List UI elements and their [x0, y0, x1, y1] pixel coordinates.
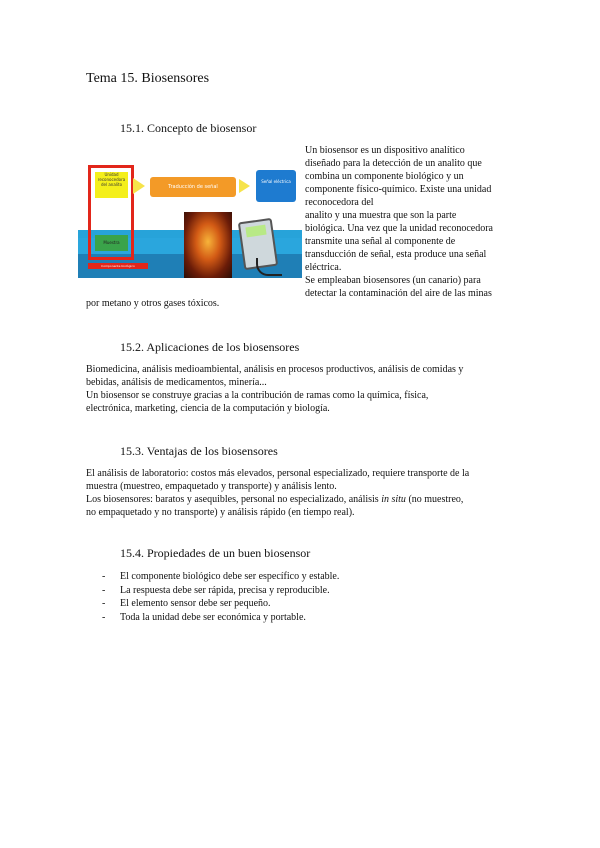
section-heading-ventajas: 15.3. Ventajas de los biosensores — [120, 444, 278, 458]
text-line: diseñado para la detección de un analito que — [305, 158, 482, 169]
text-line: electrónica, marketing, ciencia de la computación y biología. — [86, 403, 330, 414]
list-item — [102, 570, 339, 584]
list-item — [102, 597, 339, 611]
senal-electrica-box: Señal eléctrica — [256, 170, 296, 202]
text-line: no empaquetado y no transporte) y análisis rápido (en tiempo real). — [86, 507, 355, 518]
transduccion-box: Traducción de señal — [150, 177, 236, 197]
bullet-dash: - — [102, 598, 106, 609]
arrow-right-icon — [133, 178, 145, 194]
cable-icon — [256, 258, 282, 276]
text-fragment: (no muestreo, — [405, 494, 464, 505]
concepto-paragraph — [305, 144, 525, 300]
in-situ-italic: in situ — [381, 494, 406, 505]
bullet-dash: - — [102, 571, 106, 582]
text-line: Biomedicina, análisis medioambiental, análisis en procesos productivos, análisis de comidas y — [86, 364, 464, 375]
text-line: combina un componente biológico y un — [305, 171, 464, 182]
list-item — [102, 611, 339, 625]
text-line: Se empleaban biosensores (un canario) para — [305, 275, 481, 286]
page-title: Tema 15. Biosensores — [86, 71, 210, 86]
bullet-dash: - — [102, 611, 106, 623]
list-item-text: La respuesta debe ser rápida, precisa y reproducible. — [120, 584, 330, 596]
section-heading-aplicaciones: 15.2. Aplicaciones de los biosensores — [120, 340, 300, 354]
text-line — [86, 493, 526, 506]
list-item-text: El componente biológico debe ser específico y estable. — [120, 571, 340, 582]
text-fragment: Los biosensores: baratos y asequibles, personal no especializado, análisis — [86, 494, 382, 505]
text-line: por metano y otros gases tóxicos. — [86, 298, 220, 309]
section-heading-propiedades: 15.4. Propiedades de un buen biosensor — [120, 546, 311, 560]
list-item-text: Toda la unidad debe ser económica y portable. — [120, 611, 306, 623]
text-line: bebidas, análisis de medicamentos, minería... — [86, 377, 267, 388]
componente-biologico-frame — [88, 165, 134, 260]
propiedades-list — [102, 570, 339, 624]
mine-fire-image — [184, 212, 232, 278]
text-line: Un biosensor se construye gracias a la contribución de ramas como la química, física, — [86, 390, 429, 401]
list-item-text: El elemento sensor debe ser pequeño. — [120, 598, 271, 609]
text-line: muestra (muestreo, empaquetado y transporte) y análisis lento. — [86, 481, 337, 492]
text-line: Un biosensor es un dispositivo analítico — [305, 145, 465, 156]
biosensor-diagram — [78, 142, 302, 278]
diagram-caption: Componente biológico — [88, 263, 148, 269]
muestra-box: Muestra — [95, 235, 128, 251]
text-line: transmite una señal al componente de — [305, 236, 456, 247]
text-line: analito y una muestra que son la parte — [305, 210, 457, 221]
text-line: detectar la contaminación del aire de las minas — [305, 288, 492, 299]
aplicaciones-paragraph — [86, 363, 526, 415]
bullet-dash: - — [102, 584, 106, 596]
ventajas-paragraph — [86, 467, 526, 519]
list-item — [102, 584, 339, 598]
section-heading-concepto: 15.1. Concepto de biosensor — [120, 121, 257, 135]
text-line: reconocedora del — [305, 197, 374, 208]
text-line: biológica. Una vez que la unidad reconocedora — [305, 223, 493, 234]
text-line: El análisis de laboratorio: costos más elevados, personal especializado, requiere transporte de la — [86, 468, 470, 479]
text-line: transducción de señal, esta produce una señal — [305, 249, 487, 260]
text-line: componente físico-químico. Existe una unidad — [305, 184, 492, 195]
arrow-right-icon — [239, 179, 250, 193]
text-line: eléctrica. — [305, 262, 342, 273]
unidad-reconocedora-box: Unidad reconocedora del analito — [95, 172, 128, 198]
